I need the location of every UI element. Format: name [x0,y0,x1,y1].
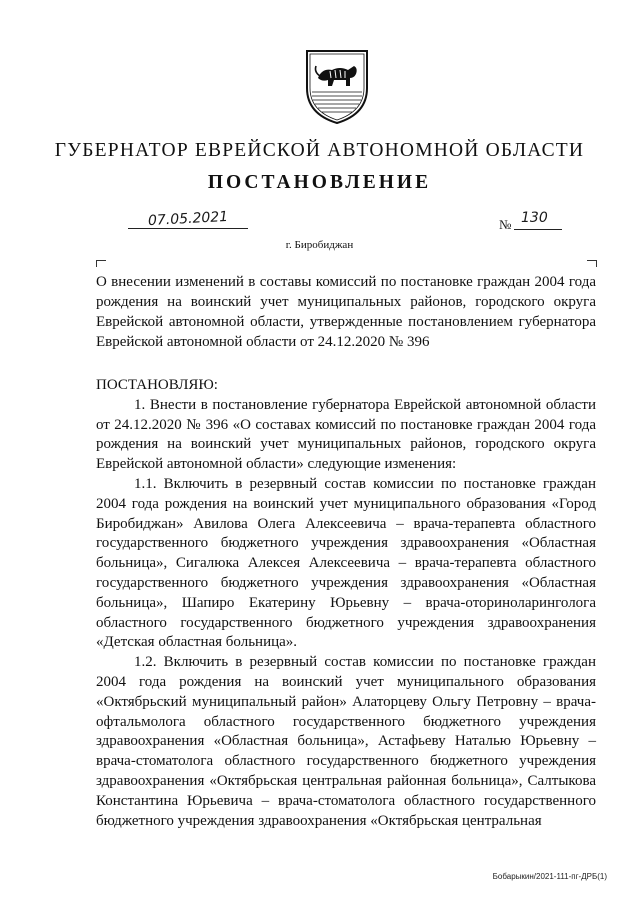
document-number: 130 [521,210,548,226]
date-underline [128,228,248,229]
subject-corner-left [96,260,106,267]
paragraph-1-2: 1.2. Включить в резервный состав комиссии по постановке граждан 2004 года рождения на воинский учет муниципального образования «Октябрьский муниципальный район» Алаторцеву Ольгу Петровну – врача-офтальмолога областного государственного бюджетного учреждения здравоохранения «Областная больница», Астафьеву Наталью Юрьевну – врача-стоматолога областного государственного бюджетного учреждения здравоохранения «Октябрьская центральная районная больница», Салтыкова Константина Юрьевича – врача-стоматолога областного государственного бюджетного учреждения здравоохранения «Октябрьская центральная [96,654,596,829]
footer-reference: Бобарыкин/2021-111-пг-ДРБ(1) [492,872,607,881]
document-body [96,376,596,831]
paragraph-1-1: 1.1. Включить в резервный состав комиссии по постановке граждан 2004 года рождения на воинский учет муниципального образования «Город Биробиджан» Авилова Олега Алексеевича – врача-терапевта областного государственного бюджетного учреждения здравоохранения «Областная больница», Сигалюка Алексея Алексеевича – врача-терапевта областного государственного бюджетного учреждения здравоохранения «Областная больница», Шапиро Екатерину Юрьевну – врача-оториноларинголога областного государственного бюджетного учреждения здравоохранения «Детская областная больница». [96,475,596,651]
document-type-title: ПОСТАНОВЛЕНИЕ [207,172,432,193]
city-label: г. Биробиджан [285,239,354,251]
number-sign: № [499,217,512,232]
number-underline [514,229,562,230]
document-subject: О внесении изменений в составы комиссий по постановке граждан 2004 года рождения на воинский учет муниципальных районов, городского округа Еврейской автономной области, утвержденные постановлением губернатора Еврейской автономной области от 24.12.2020 № 396 [96,274,596,350]
authority-title: ГУБЕРНАТОР ЕВРЕЙСКОЙ АВТОНОМНОЙ ОБЛАСТИ [54,140,585,161]
document-date: 07.05.2021 [147,208,229,230]
subject-corner-right [587,260,597,267]
coat-of-arms-icon [304,48,370,126]
paragraph-1: 1. Внести в постановление губернатора Еврейской автономной области от 24.12.2020 № 396 «О составах комиссий по постановке граждан 2004 года рождения на воинский учет муниципальных районов, городского округа Еврейской автономной области» следующие изменения: [96,396,596,473]
resolve-heading: ПОСТАНОВЛЯЮ: [96,377,218,393]
